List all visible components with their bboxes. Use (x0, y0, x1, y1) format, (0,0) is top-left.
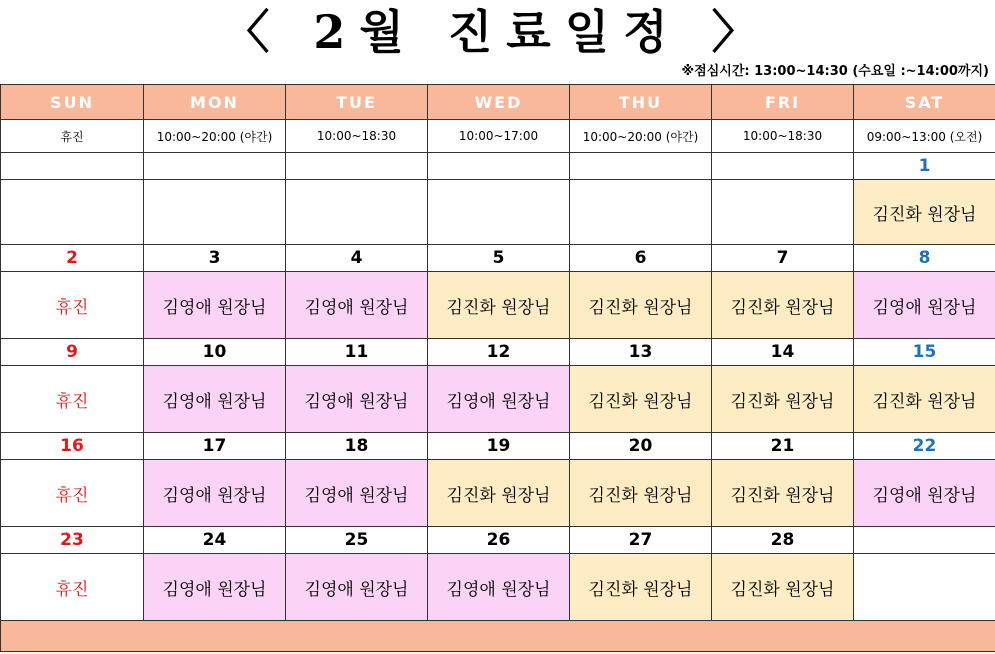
date-cell: 15 (854, 339, 995, 366)
weekday-header: SUN (1, 85, 144, 120)
lunch-time-note: ※점심시간: 13:00~14:30 (수요일 :~14:00까지) (681, 64, 989, 79)
date-cell: 28 (712, 527, 854, 554)
date-cell: 21 (712, 433, 854, 460)
doctor-cell: 김영애 원장님 (286, 554, 428, 621)
date-cell (286, 153, 428, 180)
doctor-cell: 김영애 원장님 (428, 554, 570, 621)
date-cell (854, 527, 995, 554)
date-cell: 3 (144, 245, 286, 272)
date-row (1, 527, 995, 554)
date-cell (428, 153, 570, 180)
date-cell: 6 (570, 245, 712, 272)
doctor-cell: 김영애 원장님 (854, 460, 995, 527)
doctor-row (1, 460, 995, 527)
date-cell: 22 (854, 433, 995, 460)
weekday-header: FRI (712, 85, 854, 120)
date-row (1, 339, 995, 366)
doctor-cell: 김영애 원장님 (144, 272, 286, 339)
doctor-cell: 휴진 (1, 272, 144, 339)
doctor-cell: 김진화 원장님 (570, 460, 712, 527)
date-cell: 18 (286, 433, 428, 460)
date-cell: 2 (1, 245, 144, 272)
date-cell: 26 (428, 527, 570, 554)
doctor-row (1, 554, 995, 621)
doctor-cell: 김영애 원장님 (428, 366, 570, 433)
page-title: 〈 2월 진료일정 〉 (223, 5, 772, 59)
date-cell: 17 (144, 433, 286, 460)
date-cell: 20 (570, 433, 712, 460)
date-cell: 27 (570, 527, 712, 554)
doctor-cell (854, 554, 995, 621)
doctor-cell: 김진화 원장님 (712, 460, 854, 527)
doctor-row (1, 180, 995, 245)
office-hours-cell: 휴진 (1, 120, 144, 153)
doctor-cell: 휴진 (1, 554, 144, 621)
schedule-calendar (0, 84, 995, 652)
date-cell: 12 (428, 339, 570, 366)
date-cell: 13 (570, 339, 712, 366)
weekday-header: THU (570, 85, 712, 120)
doctor-cell: 김진화 원장님 (712, 366, 854, 433)
date-cell: 23 (1, 527, 144, 554)
date-cell (144, 153, 286, 180)
office-hours-row (1, 120, 995, 153)
date-row (1, 433, 995, 460)
doctor-cell: 김영애 원장님 (286, 272, 428, 339)
date-row (1, 245, 995, 272)
doctor-cell: 김진화 원장님 (570, 366, 712, 433)
weekday-header: WED (428, 85, 570, 120)
doctor-cell: 김영애 원장님 (144, 366, 286, 433)
date-cell: 9 (1, 339, 144, 366)
weekday-header: TUE (286, 85, 428, 120)
doctor-cell: 김영애 원장님 (286, 366, 428, 433)
doctor-cell: 김진화 원장님 (712, 272, 854, 339)
date-cell: 19 (428, 433, 570, 460)
doctor-row (1, 272, 995, 339)
doctor-cell: 휴진 (1, 366, 144, 433)
date-cell: 1 (854, 153, 995, 180)
date-cell: 16 (1, 433, 144, 460)
date-cell (1, 153, 144, 180)
office-hours-cell: 10:00~18:30 (286, 120, 428, 153)
date-cell (570, 153, 712, 180)
doctor-cell: 김진화 원장님 (712, 554, 854, 621)
doctor-cell: 김영애 원장님 (144, 554, 286, 621)
office-hours-cell: 10:00~20:00 (야간) (144, 120, 286, 153)
doctor-cell (144, 180, 286, 245)
office-hours-cell: 10:00~17:00 (428, 120, 570, 153)
footer-bar (1, 621, 995, 652)
date-cell: 5 (428, 245, 570, 272)
date-row (1, 153, 995, 180)
doctor-cell (1, 180, 144, 245)
doctor-cell (712, 180, 854, 245)
office-hours-cell: 10:00~20:00 (야간) (570, 120, 712, 153)
doctor-cell (570, 180, 712, 245)
office-hours-cell: 09:00~13:00 (오전) (854, 120, 995, 153)
doctor-cell: 김영애 원장님 (854, 272, 995, 339)
doctor-cell: 김진화 원장님 (854, 180, 995, 245)
doctor-cell: 김진화 원장님 (570, 272, 712, 339)
doctor-cell: 김진화 원장님 (570, 554, 712, 621)
doctor-cell (286, 180, 428, 245)
weekday-header: SAT (854, 85, 995, 120)
date-cell: 7 (712, 245, 854, 272)
date-cell: 14 (712, 339, 854, 366)
doctor-cell: 김진화 원장님 (428, 272, 570, 339)
office-hours-cell: 10:00~18:30 (712, 120, 854, 153)
doctor-row (1, 366, 995, 433)
doctor-cell (428, 180, 570, 245)
date-cell: 24 (144, 527, 286, 554)
doctor-cell: 김영애 원장님 (144, 460, 286, 527)
doctor-cell: 김진화 원장님 (854, 366, 995, 433)
date-cell (712, 153, 854, 180)
doctor-cell: 김영애 원장님 (286, 460, 428, 527)
date-cell: 8 (854, 245, 995, 272)
weekday-header: MON (144, 85, 286, 120)
doctor-cell: 김진화 원장님 (428, 460, 570, 527)
doctor-cell: 휴진 (1, 460, 144, 527)
footer-bar-cell (1, 621, 995, 652)
date-cell: 11 (286, 339, 428, 366)
date-cell: 10 (144, 339, 286, 366)
date-cell: 25 (286, 527, 428, 554)
date-cell: 4 (286, 245, 428, 272)
weekday-header-row (1, 85, 995, 120)
